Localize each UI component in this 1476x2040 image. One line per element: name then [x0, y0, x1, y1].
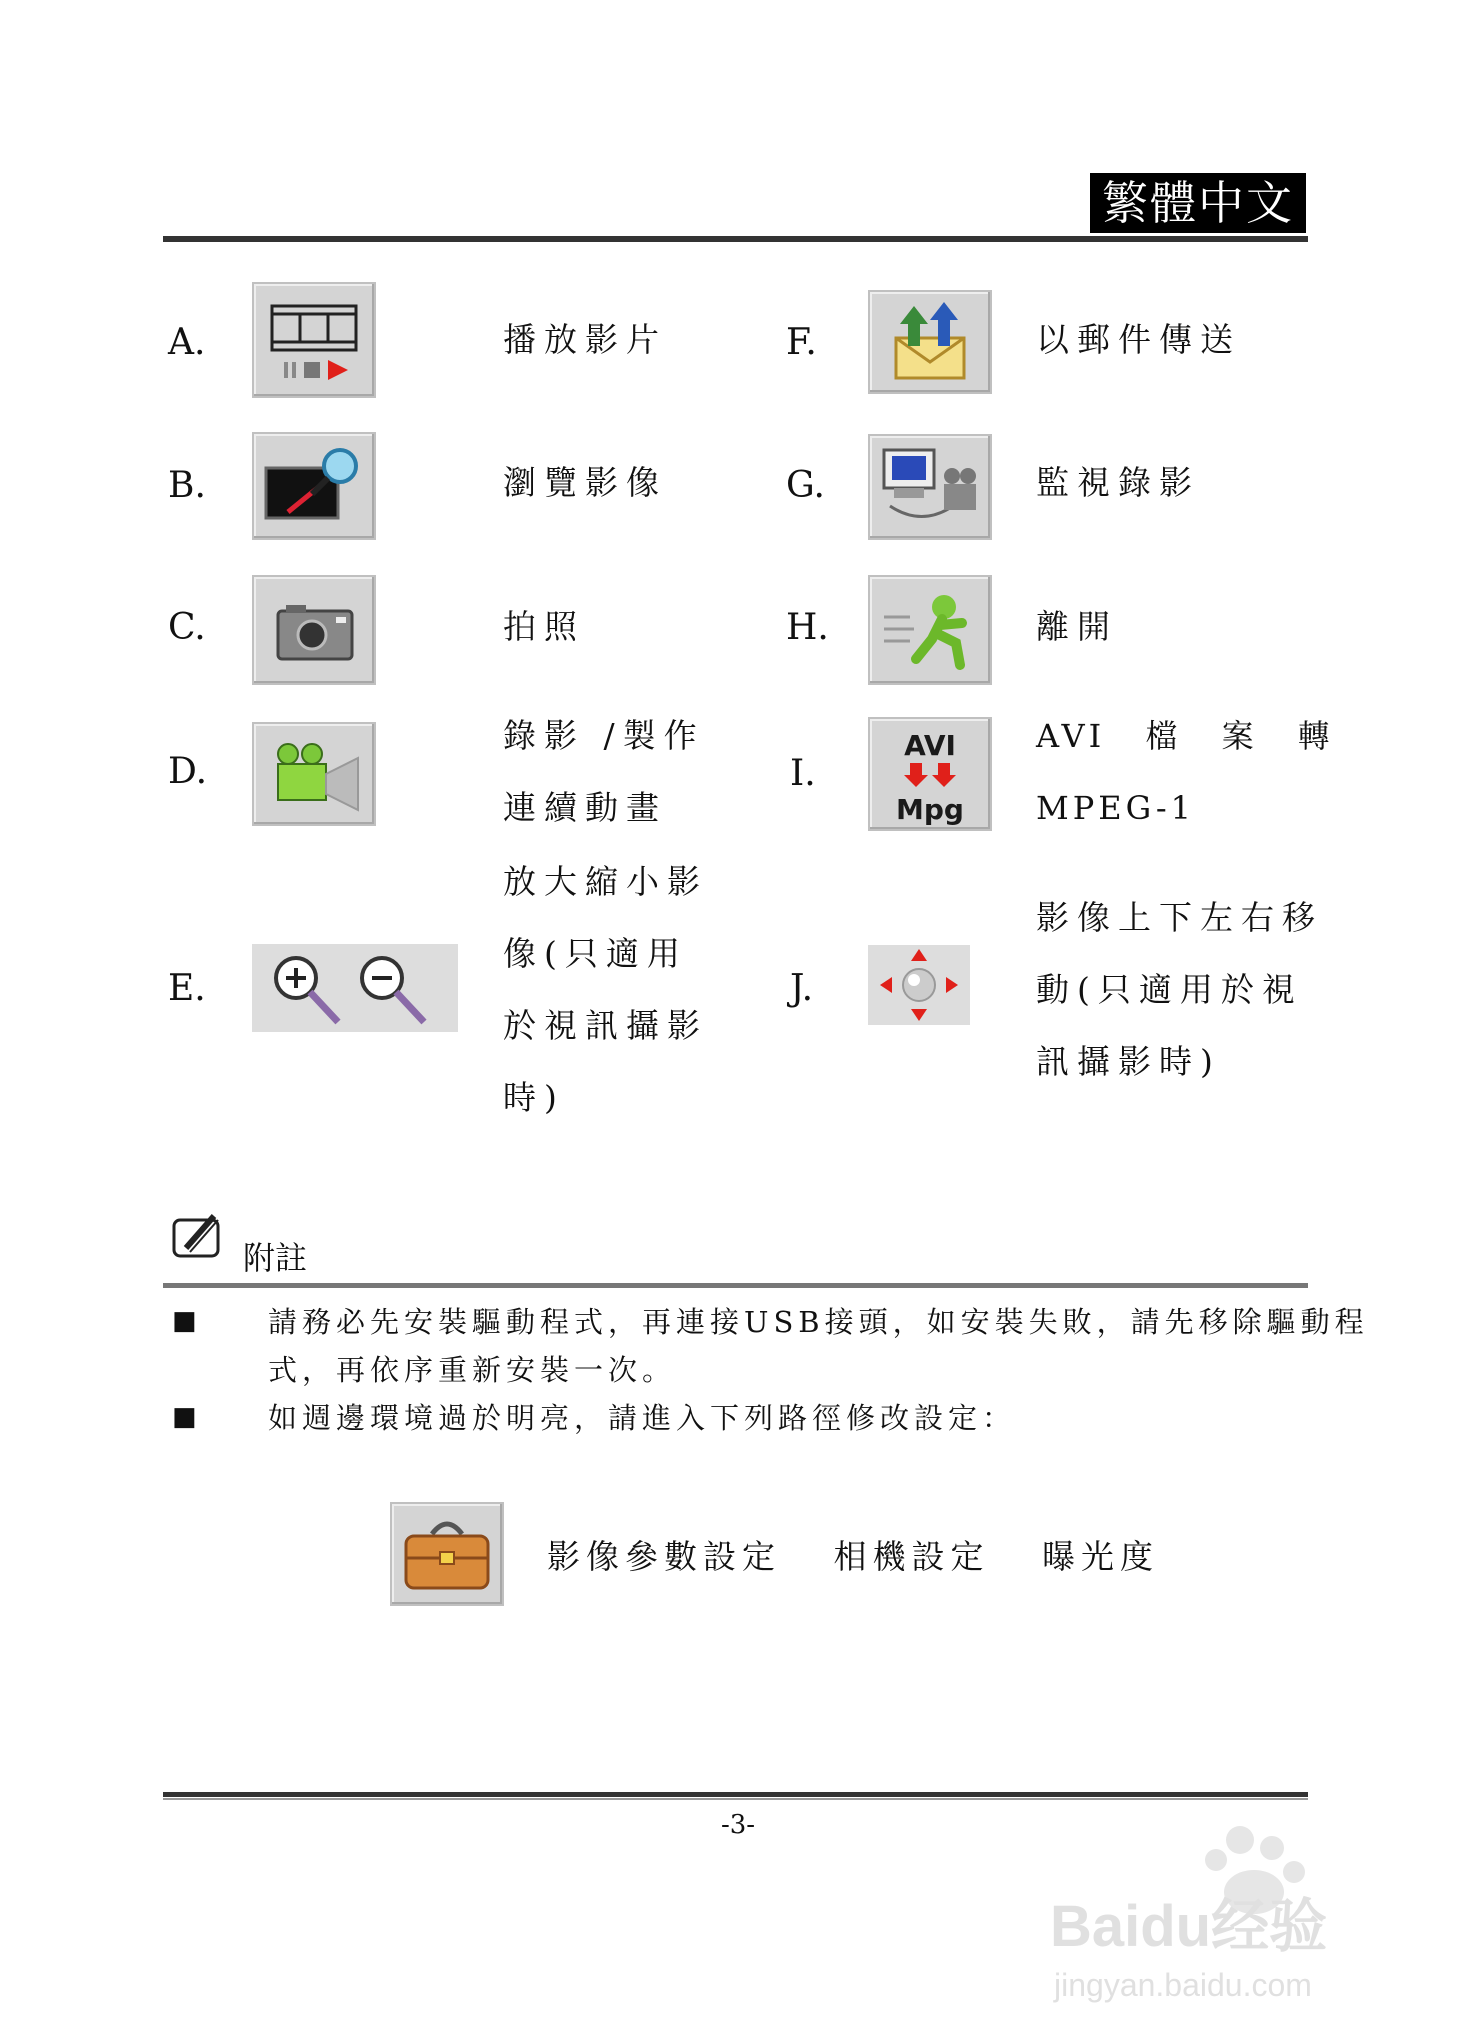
- email-send-icon[interactable]: [868, 290, 992, 394]
- language-badge: 繁體中文: [1090, 173, 1306, 233]
- note-pencil-icon: [170, 1208, 226, 1264]
- browse-image-icon[interactable]: [252, 432, 376, 540]
- exit-runner-icon[interactable]: [868, 575, 992, 685]
- item-letter-f: F.: [786, 322, 817, 363]
- item-letter-d: D.: [168, 751, 208, 792]
- note-rule: [163, 1283, 1308, 1288]
- camera-icon[interactable]: [252, 575, 376, 685]
- footer-rule-thin: [163, 1798, 1308, 1800]
- page-number: -3-: [720, 1810, 756, 1840]
- watermark-url: jingyan.baidu.com: [1054, 1967, 1312, 2003]
- item-label-g: 監視錄影: [1036, 463, 1200, 502]
- settings-path-step: 曝光度: [1042, 1537, 1159, 1576]
- settings-path: [547, 1531, 1195, 1578]
- note-item-1: 請務必先安裝驅動程式，再連接USB接頭，如安裝失敗，請先移除驅動程 式，再依序重新安裝一次。: [268, 1305, 1369, 1387]
- settings-path-step: 相機設定: [833, 1537, 990, 1576]
- watermark-brand: Baidu经验: [1050, 1894, 1328, 1959]
- item-label-a: 播放影片: [503, 320, 667, 359]
- baidu-watermark: [1040, 1820, 1440, 2020]
- item-letter-e: E.: [168, 968, 206, 1009]
- item-letter-j: J.: [790, 968, 814, 1009]
- item-label-f: 以郵件傳送: [1036, 320, 1241, 359]
- note-bullet-2: ■: [172, 1402, 197, 1432]
- item-label-b: 瀏覽影像: [503, 463, 667, 502]
- video-camera-icon[interactable]: [252, 722, 376, 826]
- item-letter-g: G.: [786, 465, 825, 506]
- footer-rule: [163, 1792, 1308, 1797]
- note-title: 附註: [243, 1239, 308, 1277]
- item-label-e: 放大縮小影 像(只適用 於視訊攝影 時): [503, 862, 708, 1117]
- note-item-2: 如週邊環境過於明亮，請進入下列路徑修改設定：: [268, 1401, 1017, 1435]
- item-letter-a: A.: [168, 322, 206, 363]
- item-label-c: 拍照: [503, 607, 585, 646]
- item-letter-c: C.: [168, 607, 206, 648]
- mpg-label: Mpg: [896, 793, 964, 826]
- monitor-record-icon[interactable]: [868, 434, 992, 540]
- note-bullet-1: ■: [172, 1306, 197, 1336]
- film-play-icon[interactable]: [252, 282, 376, 398]
- item-label-j: 影像上下左右移 動(只適用於視 訊攝影時): [1036, 898, 1323, 1081]
- header-rule: [163, 236, 1308, 242]
- item-letter-h: H.: [786, 607, 829, 648]
- zoom-in-out-icon[interactable]: [252, 944, 458, 1032]
- avi-label: AVI: [904, 729, 956, 762]
- item-label-d: 錄影 /製作 連續動畫: [503, 716, 705, 827]
- item-letter-b: B.: [168, 465, 206, 506]
- item-label-i: AVI 檔 案 轉 MPEG-1: [1036, 717, 1334, 827]
- item-letter-i: I.: [790, 753, 816, 794]
- toolbox-icon[interactable]: [390, 1502, 504, 1606]
- direction-pad-icon[interactable]: [868, 945, 970, 1025]
- settings-path-step: 影像參數設定: [547, 1537, 781, 1576]
- avi-to-mpg-icon[interactable]: [868, 717, 992, 831]
- item-label-h: 離開: [1036, 607, 1118, 646]
